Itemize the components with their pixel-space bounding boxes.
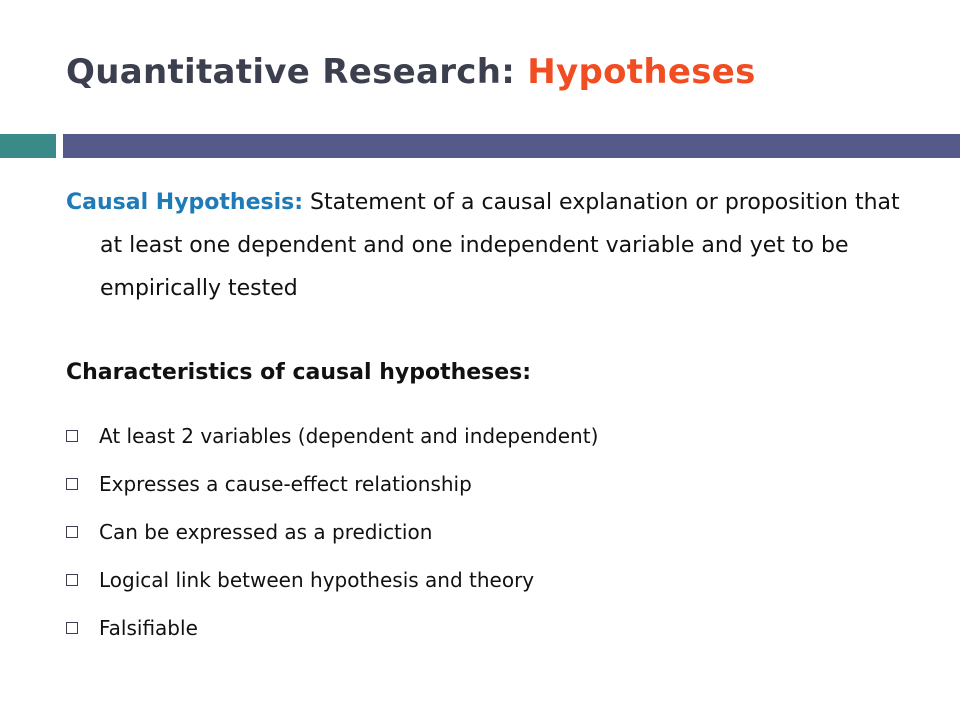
characteristics-heading: Characteristics of causal hypotheses: [66,360,532,385]
list-item-text: Falsifiable [99,616,198,640]
list-item [66,604,598,652]
list-item-text: Logical link between hypothesis and theory [99,568,535,592]
list-item [66,460,598,508]
characteristics-list [66,412,598,652]
list-item [66,556,598,604]
square-bullet-icon [66,526,78,538]
square-bullet-icon [66,574,78,586]
slide-title [66,52,756,92]
list-item-text: At least 2 variables (dependent and independent) [99,424,599,448]
definition-text: Statement of a causal explanation or proposition that at least one dependent and one independent variable and yet to be empirically tested [100,190,900,301]
definition-term: Causal Hypothesis: [66,190,304,215]
list-item-text: Can be expressed as a prediction [99,520,433,544]
list-item [66,508,598,556]
title-divider-teal [0,134,56,158]
definition-paragraph [66,181,920,310]
list-item [66,412,598,460]
list-item-text: Expresses a cause-effect relationship [99,472,472,496]
square-bullet-icon [66,430,78,442]
square-bullet-icon [66,478,78,490]
title-accent: Hypotheses [527,52,756,92]
title-divider-indigo [63,134,960,158]
title-main: Quantitative Research: [66,52,528,92]
square-bullet-icon [66,622,78,634]
